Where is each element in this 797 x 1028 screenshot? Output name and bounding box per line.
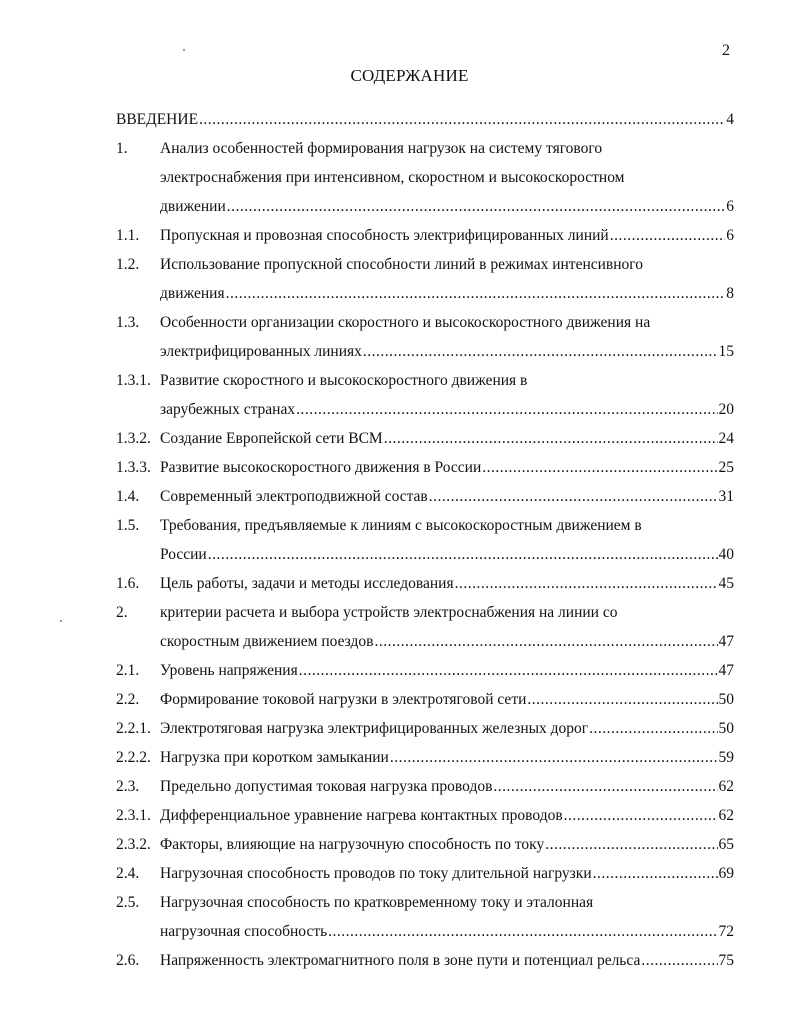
toc-page-number: 25 xyxy=(718,459,734,476)
toc-page-number: 59 xyxy=(718,749,734,766)
toc-entry[interactable] xyxy=(116,946,734,975)
toc-entry-number: 1.3.1. xyxy=(116,372,151,389)
toc-page-number: 72 xyxy=(718,923,734,940)
toc-entry-number: 1.6. xyxy=(116,575,140,592)
toc-entry[interactable] xyxy=(116,221,734,250)
dot-leader xyxy=(363,337,718,366)
toc-entry[interactable] xyxy=(116,830,734,859)
toc-entry-text-line: критерии расчета и выбора устройств электроснабжения на линии со xyxy=(160,604,618,621)
toc-entry-label: скоростным движением поездов xyxy=(160,633,374,650)
toc-entry[interactable] xyxy=(116,598,734,656)
toc-entry-intro[interactable] xyxy=(116,105,734,134)
dot-leader xyxy=(227,192,725,221)
toc-page-number: 24 xyxy=(718,430,734,447)
toc-page-number: 69 xyxy=(718,865,734,882)
dot-leader xyxy=(374,627,717,656)
toc-entry-label: движения xyxy=(160,285,225,302)
dot-leader xyxy=(390,743,718,772)
toc-entry-number: 1.1. xyxy=(116,227,140,244)
toc-entry-number: 2.5. xyxy=(116,894,140,911)
toc-entry[interactable] xyxy=(116,366,734,424)
toc-page-number: 40 xyxy=(718,546,734,563)
toc-entry-label: Факторы, влияющие на нагрузочную способность по току xyxy=(160,836,545,853)
toc-entry[interactable] xyxy=(116,859,734,888)
toc-entry-number: 1.3.2. xyxy=(116,430,151,447)
toc-entry-label: электрифицированных линиях xyxy=(160,343,362,360)
toc-entry-label: зарубежных странах xyxy=(160,401,296,418)
toc-entry-label: Электротяговая нагрузка электрифицированных железных дорог xyxy=(160,720,589,737)
toc-page-number: 62 xyxy=(718,807,734,824)
toc-entry-label: Цель работы, задачи и методы исследования xyxy=(160,575,454,592)
toc-entry[interactable] xyxy=(116,134,734,221)
dot-leader xyxy=(455,569,718,598)
toc-entry-number: 2.3. xyxy=(116,778,140,795)
toc-entry-number: 2.2.2. xyxy=(116,749,151,766)
toc-entry-number: 1.2. xyxy=(116,256,140,273)
toc-entry[interactable] xyxy=(116,424,734,453)
toc-page-number: 6 xyxy=(726,227,734,244)
toc-page-number: 75 xyxy=(718,952,734,969)
toc-entry-label: движении xyxy=(160,198,226,215)
toc-entry-label: России xyxy=(160,546,207,563)
toc-entry-label: Формирование токовой нагрузки в электротяговой сети xyxy=(160,691,527,708)
toc-entry-number: 1. xyxy=(116,140,128,157)
dot-leader xyxy=(296,395,717,424)
toc-entry-number: 2.2. xyxy=(116,691,140,708)
toc-entry-number: 2.4. xyxy=(116,865,140,882)
toc-entry[interactable] xyxy=(116,656,734,685)
dot-leader xyxy=(545,830,717,859)
toc-page-number: 6 xyxy=(726,198,734,215)
toc-page-number: 15 xyxy=(718,343,734,360)
toc-page-number: 50 xyxy=(718,720,734,737)
toc-entry[interactable] xyxy=(116,250,734,308)
toc-entry[interactable] xyxy=(116,714,734,743)
toc-entry-label: ВВЕДЕНИЕ xyxy=(116,111,199,128)
toc-entry[interactable] xyxy=(116,685,734,714)
toc-entry-text-line: Использование пропускной способности линий в режимах интенсивного xyxy=(160,256,644,273)
toc-entry-label: Современный электроподвижной состав xyxy=(160,488,428,505)
toc-entry-number: 1.3.3. xyxy=(116,459,151,476)
toc-entry-number: 1.3. xyxy=(116,314,140,331)
dot-leader xyxy=(429,482,718,511)
toc-entry[interactable] xyxy=(116,482,734,511)
toc-entry-number: 2.3.2. xyxy=(116,836,151,853)
dot-leader xyxy=(328,917,717,946)
toc-entry[interactable] xyxy=(116,511,734,569)
toc-entry-label: нагрузочная способность xyxy=(160,923,328,940)
toc-entry-number: 2.6. xyxy=(116,952,140,969)
toc-entry-label: Нагрузка при коротком замыкании xyxy=(160,749,389,766)
toc-entry[interactable] xyxy=(116,569,734,598)
toc-entry-number: 2. xyxy=(116,604,128,621)
toc-entry-label: Создание Европейской сети ВСМ xyxy=(160,430,383,447)
toc-page-number: 20 xyxy=(718,401,734,418)
dot-leader xyxy=(226,279,726,308)
toc-page-number: 4 xyxy=(726,111,734,128)
toc-page-number: 62 xyxy=(718,778,734,795)
table-of-contents xyxy=(116,105,734,975)
toc-entry-label: Пропускная и провозная способность электрифицированных линий xyxy=(160,227,609,244)
toc-entry-text-line: Требования, предъявляемые к линиям с высокоскоростным движением в xyxy=(160,517,642,534)
toc-entry-number: 2.1. xyxy=(116,662,140,679)
dot-leader xyxy=(564,801,718,830)
dot-leader xyxy=(299,656,718,685)
scan-speck xyxy=(60,620,62,622)
toc-entry-label: Развитие высокоскоростного движения в России xyxy=(160,459,482,476)
toc-entry-label: Дифференциальное уравнение нагрева контактных проводов xyxy=(160,807,563,824)
scan-speck xyxy=(183,49,185,51)
toc-entry-number: 2.3.1. xyxy=(116,807,151,824)
toc-entry-text-line: Особенности организации скоростного и высокоскоростного движения на xyxy=(160,314,651,331)
dot-leader xyxy=(208,540,718,569)
toc-page-number: 8 xyxy=(726,285,734,302)
toc-entry-text-line: электроснабжения при интенсивном, скоростном и высокоскоростном xyxy=(160,169,625,186)
toc-entry[interactable] xyxy=(116,888,734,946)
toc-page-number: 50 xyxy=(718,691,734,708)
dot-leader xyxy=(527,685,717,714)
dot-leader xyxy=(589,714,717,743)
dot-leader xyxy=(199,105,725,134)
toc-entry-label: Уровень напряжения xyxy=(160,662,298,679)
toc-page-number: 45 xyxy=(718,575,734,592)
dot-leader xyxy=(482,453,717,482)
toc-entry[interactable] xyxy=(116,308,734,366)
toc-entry-label: Напряженность электромагнитного поля в зоне пути и потенциал рельса xyxy=(160,952,641,969)
toc-entry-label: Нагрузочная способность проводов по току длительной нагрузки xyxy=(160,865,592,882)
dot-leader xyxy=(384,424,718,453)
toc-entry-text-line: Анализ особенностей формирования нагрузок на систему тягового xyxy=(160,140,603,157)
toc-entry[interactable] xyxy=(116,743,734,772)
toc-entry[interactable] xyxy=(116,801,734,830)
toc-entry-number: 1.4. xyxy=(116,488,140,505)
toc-entry-list xyxy=(116,134,734,975)
dot-leader xyxy=(593,859,718,888)
dot-leader xyxy=(641,946,717,975)
toc-page-number: 31 xyxy=(718,488,734,505)
toc-entry-text-line: Нагрузочная способность по кратковременному току и эталонная xyxy=(160,894,594,911)
toc-entry-label: Предельно допустимая токовая нагрузка проводов xyxy=(160,778,493,795)
toc-entry[interactable] xyxy=(116,453,734,482)
toc-entry-text-line: Развитие скоростного и высокоскоростного движения в xyxy=(160,372,528,389)
toc-page-number: 65 xyxy=(718,836,734,853)
toc-entry[interactable] xyxy=(116,772,734,801)
page-title: СОДЕРЖАНИЕ xyxy=(350,66,469,85)
toc-page-number: 47 xyxy=(718,633,734,650)
dot-leader xyxy=(610,221,726,250)
dot-leader xyxy=(493,772,717,801)
toc-page-number: 47 xyxy=(718,662,734,679)
toc-entry-number: 1.5. xyxy=(116,517,140,534)
toc-entry-number: 2.2.1. xyxy=(116,720,151,737)
page-number: 2 xyxy=(722,42,730,59)
